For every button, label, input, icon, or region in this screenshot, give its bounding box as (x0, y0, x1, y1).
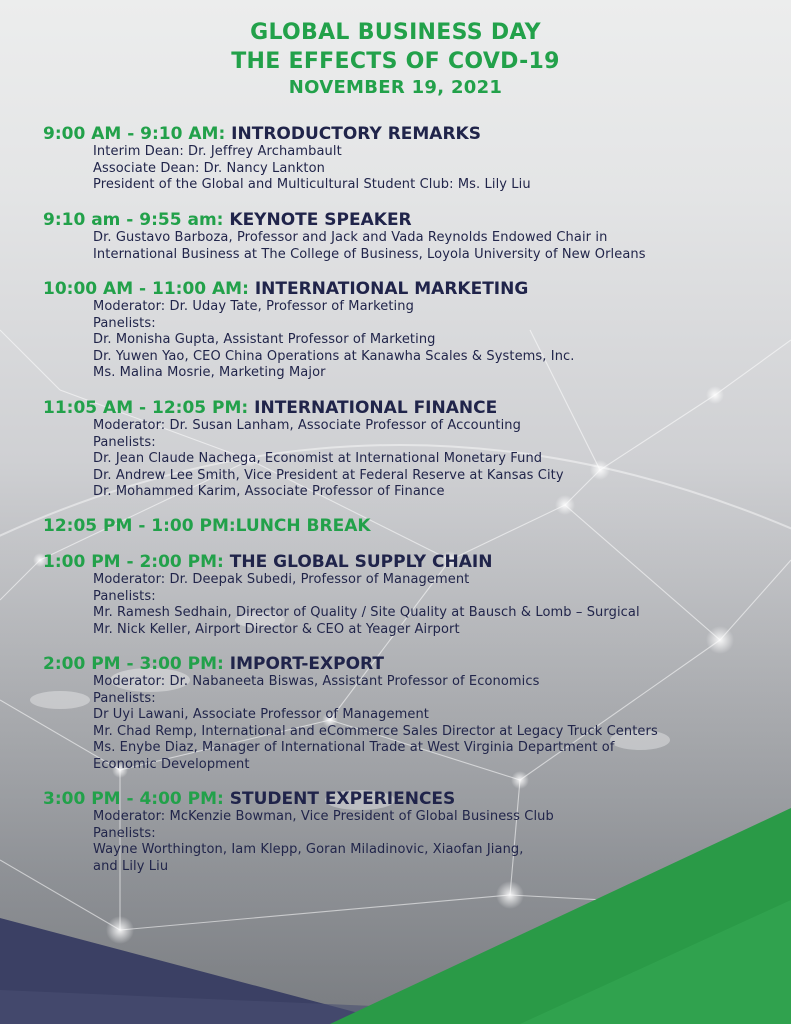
session-time: 2:00 PM - 3:00 PM: (43, 654, 224, 674)
session-name: INTRODUCTORY REMARKS (231, 124, 481, 144)
session-time: 10:00 AM - 11:00 AM: (43, 279, 249, 299)
session-introductory-remarks (43, 124, 763, 194)
detail-line: Mr. Nick Keller, Airport Director & CEO at Yeager Airport (93, 621, 460, 637)
detail-line: Moderator: Dr. Susan Lanham, Associate Professor of Accounting (93, 418, 521, 433)
session-details (43, 418, 763, 501)
session-name: INTERNATIONAL MARKETING (254, 279, 529, 299)
session-heading (43, 210, 763, 230)
session-details (43, 809, 763, 875)
session-heading (43, 654, 763, 674)
detail-line: Dr. Jean Claude Nachega, Economist at International Monetary Fund (93, 451, 543, 467)
detail-line: Panelists: (93, 588, 156, 604)
detail-line: Panelists: (93, 434, 156, 450)
detail-line: Panelists: (93, 690, 156, 706)
session-details (43, 299, 763, 382)
session-name: IMPORT-EXPORT (229, 654, 384, 674)
session-time: 9:10 am - 9:55 am: (43, 210, 224, 230)
session-heading (43, 789, 763, 809)
session-lunch-break (43, 516, 763, 536)
event-title: GLOBAL BUSINESS DAY (250, 20, 541, 45)
session-global-supply-chain (43, 552, 763, 638)
event-subtitle: THE EFFECTS OF COVD-19 (231, 49, 560, 74)
session-time: 12:05 PM - 1:00 PM:LUNCH BREAK (43, 516, 371, 536)
detail-line: International Business at The College of Business, Loyola University of New Orleans (93, 246, 646, 262)
session-details (43, 144, 763, 194)
session-international-marketing (43, 279, 763, 382)
session-details (43, 674, 763, 774)
detail-line: Ms. Enybe Diaz, Manager of International Trade at West Virginia Department of (93, 740, 615, 756)
detail-line: President of the Global and Multicultural Student Club: Ms. Lily Liu (93, 177, 531, 193)
session-name: INTERNATIONAL FINANCE (254, 398, 498, 418)
detail-line: Dr. Gustavo Barboza, Professor and Jack and Vada Reynolds Endowed Chair in (93, 230, 608, 245)
detail-line: Dr Uyi Lawani, Associate Professor of Management (93, 707, 429, 723)
detail-line: Wayne Worthington, Iam Klepp, Goran Miladinovic, Xiaofan Jiang, (93, 842, 524, 858)
detail-line: Dr. Monisha Gupta, Assistant Professor of Marketing (93, 332, 436, 348)
detail-line: Mr. Ramesh Sedhain, Director of Quality / Site Quality at Bausch & Lomb – Surgical (93, 605, 640, 621)
session-heading (43, 552, 763, 572)
agenda-header (0, 18, 791, 100)
detail-line: Associate Dean: Dr. Nancy Lankton (93, 160, 325, 176)
detail-line: Moderator: McKenzie Bowman, Vice President of Global Business Club (93, 809, 554, 824)
session-heading (43, 279, 763, 299)
detail-line: Dr. Mohammed Karim, Associate Professor of Finance (93, 484, 445, 500)
detail-line: Dr. Andrew Lee Smith, Vice President at Federal Reserve at Kansas City (93, 467, 564, 483)
session-name: KEYNOTE SPEAKER (229, 210, 412, 230)
session-time: 1:00 PM - 2:00 PM: (43, 552, 224, 572)
session-student-experiences (43, 789, 763, 875)
session-name: STUDENT EXPERIENCES (229, 789, 456, 809)
detail-line: Moderator: Dr. Deepak Subedi, Professor of Management (93, 572, 470, 587)
session-heading (43, 124, 763, 144)
detail-line: Dr. Yuwen Yao, CEO China Operations at Kanawha Scales & Systems, Inc. (93, 348, 575, 364)
session-heading (43, 398, 763, 418)
detail-line: Interim Dean: Dr. Jeffrey Archambault (93, 144, 342, 159)
session-details (43, 572, 763, 638)
session-time: 11:05 AM - 12:05 PM: (43, 398, 249, 418)
session-heading (43, 516, 763, 536)
event-date: NOVEMBER 19, 2021 (288, 77, 503, 98)
detail-line: and Lily Liu (93, 858, 169, 874)
session-time: 9:00 AM - 9:10 AM: (43, 124, 226, 144)
detail-line: Moderator: Dr. Uday Tate, Professor of Marketing (93, 299, 414, 314)
detail-line: Economic Development (93, 756, 250, 772)
session-details (43, 230, 763, 263)
session-international-finance (43, 398, 763, 501)
session-name: THE GLOBAL SUPPLY CHAIN (229, 552, 493, 572)
detail-line: Panelists: (93, 315, 156, 331)
session-time: 3:00 PM - 4:00 PM: (43, 789, 224, 809)
session-import-export (43, 654, 763, 774)
detail-line: Mr. Chad Remp, International and eCommerce Sales Director at Legacy Truck Centers (93, 723, 658, 739)
detail-line: Ms. Malina Mosrie, Marketing Major (93, 365, 326, 381)
detail-line: Panelists: (93, 825, 156, 841)
detail-line: Moderator: Dr. Nabaneeta Biswas, Assistant Professor of Economics (93, 674, 540, 689)
session-keynote-speaker (43, 210, 763, 263)
